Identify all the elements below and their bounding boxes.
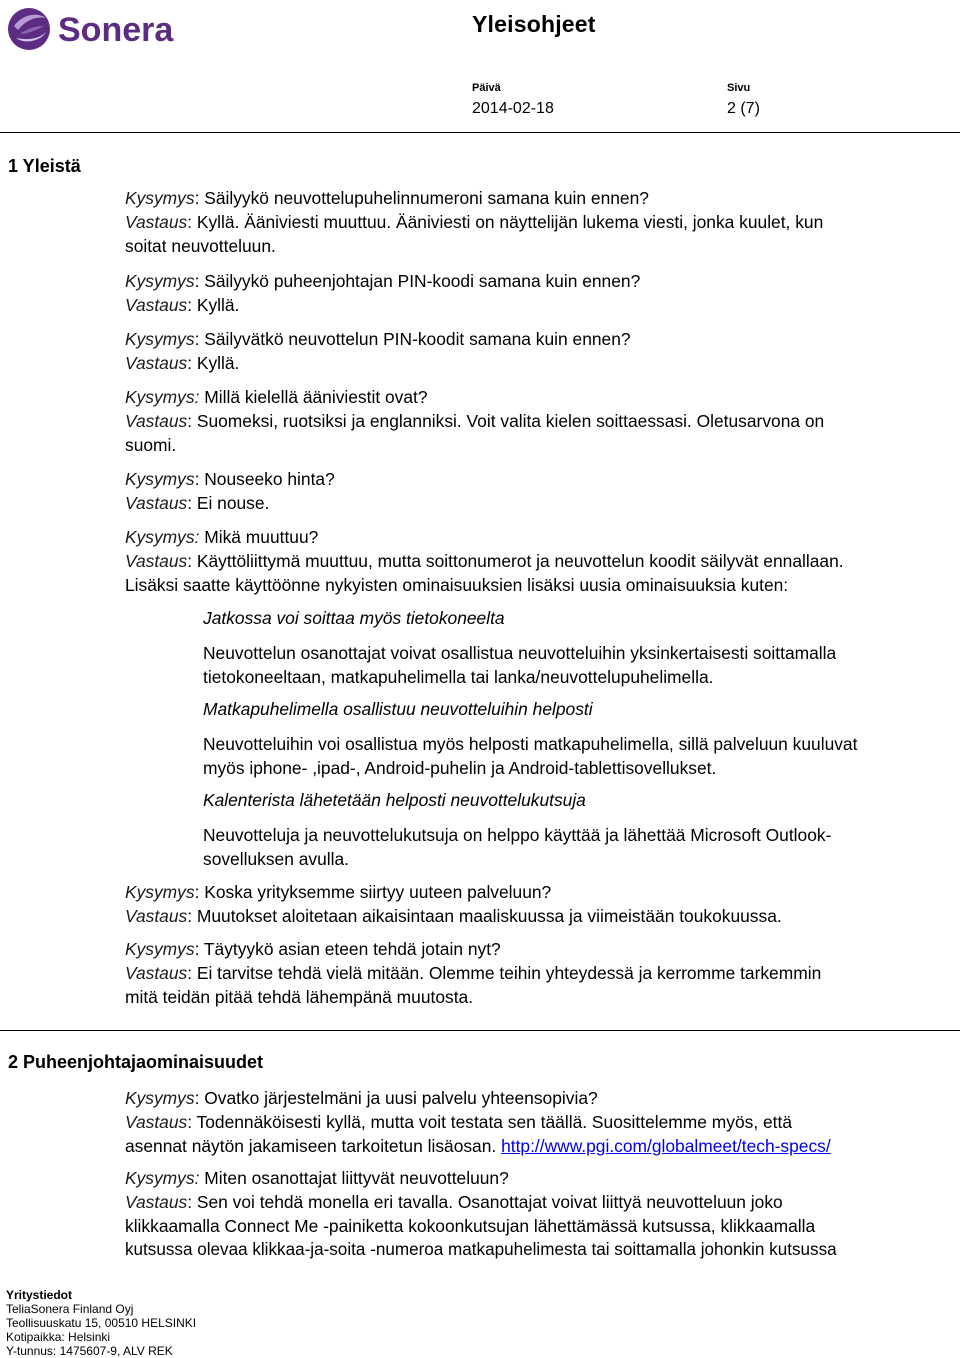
answer-label: Vastaus	[125, 1112, 188, 1132]
footer-company: TeliaSonera Finland Oyj	[6, 1302, 134, 1316]
question-colon: :	[194, 387, 200, 407]
logo-wordmark: Sonera	[58, 11, 174, 49]
question-label: Kysymys	[125, 469, 195, 489]
answer-line	[125, 210, 823, 234]
sonera-logo	[6, 4, 188, 54]
footer-business-id: Y-tunnus: 1475607-9, ALV REK	[6, 1344, 173, 1358]
feature-text: Neuvotteluihin voi osallistua myös helposti matkapuhelimella, sillä palveluun kuuluvat	[203, 734, 858, 754]
question-text: Mikä muuttuu?	[199, 527, 319, 547]
feature-text: Neuvotteluja ja neuvottelukutsuja on helppo käyttää ja lähettää Microsoft Outlook-	[203, 825, 832, 845]
answer-label: Vastaus	[125, 493, 188, 513]
question-text: : Nouseeko hinta?	[194, 469, 335, 489]
question-label: Kysymys	[125, 271, 195, 291]
question-line	[125, 1086, 598, 1110]
answer-text: : Todennäköisesti kyllä, mutta voit testata sen täällä. Suosittelemme myös, että	[187, 1112, 792, 1132]
question-line	[125, 186, 649, 210]
answer-text: Kyllä. Ääniviesti muuttuu. Ääniviesti on näyttelijän lukema viesti, jonka kuulet, kun	[192, 212, 824, 232]
answer-line	[125, 351, 239, 375]
section-heading-puheenjohtajaominaisuudet: 2 Puheenjohtajaominaisuudet	[8, 1052, 264, 1072]
answer-continuation: kutsussa olevaa klikkaa-ja-soita -numeroa matkapuhelimesta tai soittamalla johonkin kutsussa	[125, 1240, 837, 1259]
question-line	[125, 525, 318, 549]
answer-text: : Käyttöliittymä muuttuu, mutta soittonumerot ja neuvottelun koodit säilyvät ennallaan.	[187, 551, 844, 571]
question-text: : Täytyykö asian eteen tehdä jotain nyt?	[194, 939, 501, 959]
question-label: Kysymys	[125, 527, 195, 547]
answer-text: asennat näytön jakamiseen tarkoitetun lisäosan.	[125, 1136, 502, 1156]
question-line	[125, 937, 501, 961]
question-text: : Ovatko järjestelmäni ja uusi palvelu yhteensopivia?	[194, 1088, 598, 1108]
question-label: Kysymys	[125, 188, 195, 208]
sonera-logo-mark	[8, 8, 50, 50]
answer-continuation: suomi.	[125, 435, 177, 455]
question-label: Kysymys	[125, 329, 195, 349]
question-label: Kysymys	[125, 1168, 195, 1188]
date-label: Päivä	[472, 82, 501, 94]
answer-continuation	[125, 1134, 831, 1158]
answer-text: : Suomeksi, ruotsiksi ja englanniksi. Voit valita kielen soittaessasi. Oletusarvona on	[187, 411, 825, 431]
footer-domicile: Kotipaikka: Helsinki	[6, 1330, 111, 1344]
section-divider	[0, 1030, 960, 1031]
answer-continuation: Lisäksi saatte käyttöönne nykyisten ominaisuuksien lisäksi uusia ominaisuuksia kuten:	[125, 575, 789, 595]
feature-text: myös iphone- ,ipad-, Android-puhelin ja Android-tablettisovellukset.	[203, 758, 717, 778]
question-line	[125, 880, 551, 904]
answer-label: Vastaus	[125, 963, 188, 983]
page-label: Sivu	[727, 82, 751, 94]
answer-label: Vastaus	[125, 906, 188, 926]
date-value: 2014-02-18	[472, 100, 554, 117]
answer-text: : Sen voi tehdä monella eri tavalla. Osanottajat voivat liittyä neuvotteluun joko	[187, 1192, 783, 1212]
answer-label: Vastaus	[125, 212, 188, 232]
header-divider	[0, 132, 960, 133]
answer-label: Vastaus	[125, 411, 188, 431]
question-line	[125, 1166, 509, 1190]
question-label: Kysymys	[125, 939, 195, 959]
question-label: Kysymys	[125, 882, 195, 902]
question-text: Miten osanottajat liittyvät neuvotteluun?	[199, 1168, 509, 1188]
answer-continuation: soitat neuvotteluun.	[125, 236, 276, 256]
answer-line	[125, 409, 824, 433]
question-text: : Säilyykö neuvottelupuhelinnumeroni samana kuin ennen?	[194, 188, 649, 208]
question-label: Kysymys	[125, 387, 195, 407]
feature-title: Kalenterista lähetetään helposti neuvottelukutsuja	[203, 790, 586, 810]
answer-line	[125, 1190, 783, 1214]
answer-text: : Kyllä.	[187, 295, 240, 315]
question-colon: :	[194, 527, 200, 547]
question-text: Millä kielellä ääniviestit ovat?	[199, 387, 428, 407]
answer-text: : Ei tarvitse tehdä vielä mitään. Olemme teihin yhteydessä ja kerromme tarkemmin	[187, 963, 822, 983]
answer-continuation: mitä teidän pitää tehdä lähempänä muutosta.	[125, 987, 474, 1007]
question-colon: :	[194, 1168, 200, 1188]
answer-line	[125, 549, 844, 573]
answer-text: : Kyllä.	[187, 353, 240, 373]
answer-label: Vastaus	[125, 1192, 188, 1212]
question-line	[125, 467, 335, 491]
footer-title: Yritystiedot	[6, 1288, 73, 1302]
question-text: : Säilyykö puheenjohtajan PIN-koodi samana kuin ennen?	[194, 271, 641, 291]
answer-text: : Muutokset aloitetaan aikaisintaan maaliskuussa ja viimeistään toukokuussa.	[187, 906, 782, 926]
answer-label: Vastaus	[125, 551, 188, 571]
answer-line	[125, 293, 239, 317]
question-text: : Säilyvätkö neuvottelun PIN-koodit samana kuin ennen?	[194, 329, 631, 349]
answer-line	[125, 961, 821, 985]
answer-line	[125, 491, 269, 515]
question-label: Kysymys	[125, 1088, 195, 1108]
tech-specs-link[interactable]: http://www.pgi.com/globalmeet/tech-specs/	[501, 1136, 831, 1156]
feature-title: Matkapuhelimella osallistuu neuvotteluihin helposti	[203, 699, 593, 719]
document-title: Yleisohjeet	[472, 11, 596, 37]
feature-text: tietokoneeltaan, matkapuhelimella tai lanka/neuvottelupuhelimella.	[203, 667, 714, 687]
footer-address: Teollisuuskatu 15, 00510 HELSINKI	[6, 1316, 197, 1330]
answer-continuation: klikkaamalla Connect Me -painiketta kokoonkutsujan lähettämässä kutsussa, klikkaamalla	[125, 1216, 816, 1236]
feature-text: Neuvottelun osanottajat voivat osallistua neuvotteluihin yksinkertaisesti soittamalla	[203, 643, 837, 663]
answer-line	[125, 1110, 792, 1134]
question-line	[125, 385, 428, 409]
answer-label: Vastaus	[125, 295, 188, 315]
feature-text: sovelluksen avulla.	[203, 849, 349, 869]
answer-text: : Ei nouse.	[187, 493, 270, 513]
page-number: 2 (7)	[727, 100, 760, 117]
answer-label: Vastaus	[125, 353, 188, 373]
feature-title: Jatkossa voi soittaa myös tietokoneelta	[203, 608, 505, 628]
answer-line	[125, 904, 782, 928]
answer-colon: :	[187, 212, 193, 232]
question-text: : Koska yrityksemme siirtyy uuteen palveluun?	[194, 882, 552, 902]
question-line	[125, 327, 631, 351]
question-line	[125, 269, 640, 293]
section-heading-yleista: 1 Yleistä	[8, 156, 81, 176]
